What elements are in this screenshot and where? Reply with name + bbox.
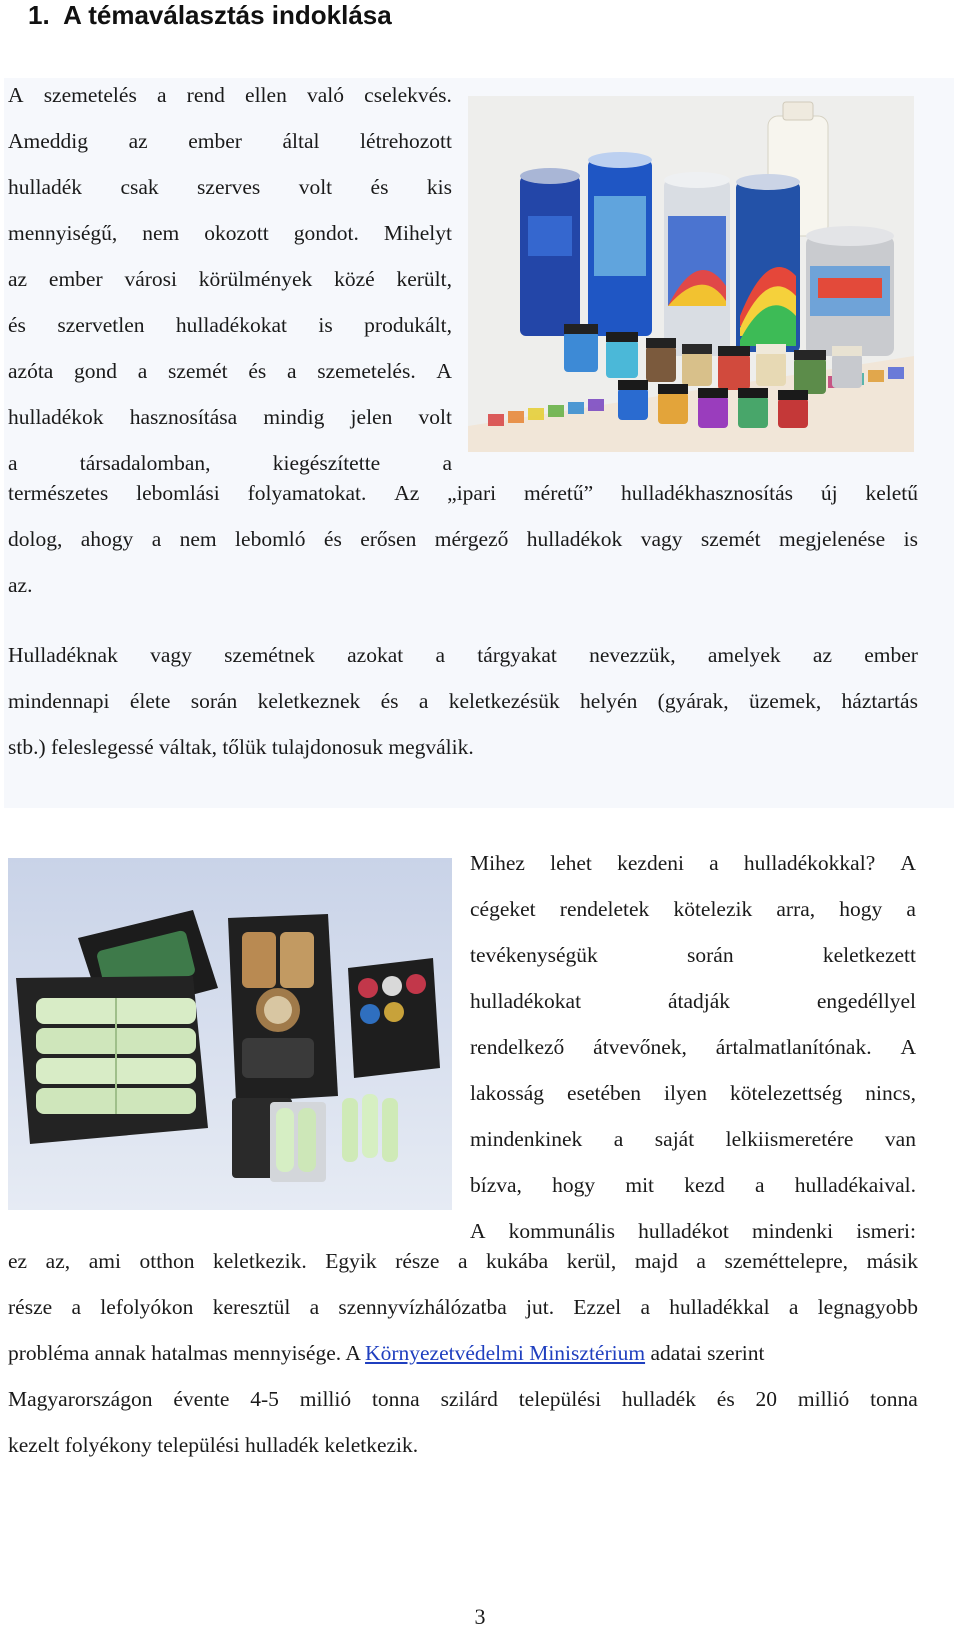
word: szemét	[167, 359, 228, 383]
text-line	[8, 164, 452, 210]
word: létrehozott	[360, 129, 452, 153]
word: ismeri:	[856, 1219, 916, 1243]
word: kommunális	[508, 1219, 615, 1243]
text-line	[8, 256, 452, 302]
section-title: A témaválasztás indoklása	[63, 0, 392, 30]
word: ilyen	[664, 1081, 708, 1105]
word: hulladék	[8, 175, 83, 199]
word: hulladék	[621, 1387, 696, 1411]
word: produkált,	[364, 313, 452, 337]
text-line	[470, 886, 916, 932]
word: gondot.	[293, 221, 359, 245]
word: Hulladéknak	[8, 643, 118, 667]
word: a	[709, 851, 719, 875]
word: A	[470, 1219, 486, 1243]
word: a	[71, 1295, 81, 1319]
word: a	[613, 1127, 624, 1151]
word: kezd	[684, 1173, 725, 1197]
word: volt	[298, 175, 333, 199]
paragraph-3-wrapped	[470, 840, 916, 1254]
section-heading	[28, 0, 392, 30]
word: keletkeznek	[257, 689, 361, 713]
word: mindennapi	[8, 689, 110, 713]
word: (gyárak,	[657, 689, 729, 713]
text-line	[8, 632, 918, 678]
word: ember	[864, 643, 918, 667]
word: Mihez	[470, 851, 525, 875]
text-line	[470, 1162, 916, 1208]
word: mindenki	[751, 1219, 834, 1243]
word: a	[755, 1173, 765, 1197]
word: A	[900, 1035, 916, 1059]
text-line	[470, 978, 916, 1024]
word: bízva,	[470, 1173, 522, 1197]
word: másik	[866, 1249, 918, 1273]
text-line	[8, 72, 452, 118]
word: élete	[129, 689, 171, 713]
word: az	[8, 267, 28, 291]
word: ez	[8, 1249, 28, 1273]
word: Magyarországon	[8, 1387, 153, 1411]
word: van	[884, 1127, 916, 1151]
word: és	[248, 359, 267, 383]
word: háztartás	[841, 689, 918, 713]
word: természetes	[8, 481, 109, 505]
word: keletkezett	[822, 943, 916, 967]
word: Az	[394, 481, 420, 505]
word: ártalmatlanítónak.	[715, 1035, 872, 1059]
word: során	[190, 689, 238, 713]
word: szervetlen	[57, 313, 145, 337]
word: nem	[142, 221, 180, 245]
word: és	[323, 527, 342, 551]
text-line: stb.) feleslegessé váltak, tőlük tulajdonosuk megválik.	[8, 735, 474, 759]
word: való	[306, 83, 345, 107]
word: lelkiismeretére	[725, 1127, 854, 1151]
word: került,	[396, 267, 452, 291]
word: nevezzük,	[589, 643, 676, 667]
word: nem	[179, 527, 217, 551]
word: által	[282, 129, 320, 153]
word: szemét	[700, 527, 761, 551]
word: ami	[88, 1249, 121, 1273]
word: keresztül	[212, 1295, 291, 1319]
word: hulladékok	[526, 527, 623, 551]
paint-cans-photo	[468, 96, 914, 452]
word: engedéllyel	[816, 989, 916, 1013]
word: otthon	[139, 1249, 195, 1273]
word: társadalomban,	[79, 451, 211, 475]
word: mit	[625, 1173, 655, 1197]
word: hogy	[552, 1173, 596, 1197]
word: Ezzel	[573, 1295, 622, 1319]
text-line	[8, 470, 918, 516]
word: gond	[74, 359, 118, 383]
word: és	[716, 1387, 735, 1411]
word: A	[8, 83, 24, 107]
paint-cans-illustration	[468, 96, 914, 452]
word: során	[687, 943, 734, 967]
paragraph-2	[8, 632, 918, 770]
word: hulladékokkal?	[743, 851, 876, 875]
word: saját	[654, 1127, 695, 1151]
word: lakosság	[470, 1081, 545, 1105]
word: rendeletek	[559, 897, 650, 921]
word: a	[457, 1249, 468, 1273]
word: hulladékhasznosítás	[621, 481, 794, 505]
word: hasznosítása	[129, 405, 238, 429]
word: okozott	[204, 221, 269, 245]
paragraph-1-wrapped	[8, 72, 452, 486]
word: ahogy	[80, 527, 134, 551]
word: a	[309, 1295, 320, 1319]
word: folyamatokat.	[247, 481, 367, 505]
word: és	[8, 313, 26, 337]
text-line	[8, 1238, 918, 1284]
word: jut.	[526, 1295, 555, 1319]
word: mindig	[263, 405, 325, 429]
text-line	[8, 516, 918, 562]
word: ember	[48, 267, 103, 291]
link-line-after: adatai szerint	[645, 1341, 765, 1365]
page-number: 3	[474, 1604, 486, 1629]
text-line	[8, 302, 452, 348]
text-line	[8, 210, 452, 256]
word: Ameddig	[8, 129, 89, 153]
word: megjelenése	[778, 527, 886, 551]
word: az	[812, 643, 833, 667]
section-number: 1.	[28, 0, 50, 30]
word: a	[640, 1295, 650, 1319]
word: közé	[334, 267, 375, 291]
word: cselekvés.	[364, 83, 452, 107]
word: kis	[426, 175, 452, 199]
word: üzemek,	[749, 689, 822, 713]
word: a	[8, 451, 18, 475]
text-line	[470, 1024, 916, 1070]
word: azóta	[8, 359, 54, 383]
word: cégeket	[470, 897, 536, 921]
word: legnagyobb	[817, 1295, 918, 1319]
text-line	[470, 840, 916, 886]
word: vagy	[640, 527, 683, 551]
word: millió	[299, 1387, 352, 1411]
word: millió	[797, 1387, 850, 1411]
word: a	[435, 643, 445, 667]
text-line: kezelt folyékony települési hulladék keletkezik.	[8, 1433, 419, 1457]
word: városi	[124, 267, 177, 291]
word: tárgyakat	[477, 643, 557, 667]
word: a	[156, 83, 167, 107]
text-line-with-link	[8, 1330, 918, 1376]
batteries-illustration	[8, 858, 452, 1210]
word: „ipari	[447, 481, 497, 505]
word: hogy	[839, 897, 883, 921]
paragraph-1-full	[8, 470, 918, 608]
word: szemetelés	[43, 83, 137, 107]
word: és	[380, 689, 399, 713]
word: kötelezik	[673, 897, 753, 921]
word: az,	[45, 1249, 71, 1273]
word: tevékenységük	[470, 943, 598, 967]
word: az	[128, 129, 148, 153]
word: átadják	[667, 989, 731, 1013]
word: keletkezik.	[213, 1249, 307, 1273]
word: keletű	[865, 481, 918, 505]
word: keletkezésük	[448, 689, 560, 713]
word: évente	[173, 1387, 230, 1411]
word: ember	[188, 129, 242, 153]
word: a	[286, 359, 297, 383]
text-line	[8, 348, 452, 394]
word: helyén	[580, 689, 638, 713]
word: hulladékokat	[470, 989, 582, 1013]
link-line-before: probléma annak hatalmas mennyisége. A	[8, 1341, 366, 1365]
word: nincs,	[865, 1081, 916, 1105]
word: rendelkező	[470, 1035, 565, 1059]
word: azokat	[347, 643, 404, 667]
paragraph-3-full	[8, 1238, 918, 1468]
word: lefolyókon	[100, 1295, 194, 1319]
text-line	[8, 394, 452, 440]
word: kezdeni	[617, 851, 684, 875]
word: csak	[120, 175, 159, 199]
text-line	[8, 1376, 918, 1422]
word: lebomlási	[136, 481, 220, 505]
text-line	[8, 1284, 918, 1330]
batteries-photo	[8, 858, 452, 1210]
word: kiegészítette	[272, 451, 381, 475]
word: része	[395, 1249, 440, 1273]
word: erősen	[360, 527, 417, 551]
word: arra,	[776, 897, 816, 921]
word: is	[903, 527, 918, 551]
word: kötelezettség	[730, 1081, 843, 1105]
word: szerves	[197, 175, 261, 199]
word: 4-5	[250, 1387, 279, 1411]
word: ellen	[245, 83, 287, 107]
word: a	[442, 451, 452, 475]
word: Mihelyt	[383, 221, 452, 245]
word: A	[900, 851, 916, 875]
word: is	[318, 313, 333, 337]
text-line	[470, 1070, 916, 1116]
word: a	[788, 1295, 799, 1319]
word: amelyek	[707, 643, 781, 667]
word: és	[370, 175, 389, 199]
word: a	[151, 527, 162, 551]
word: esetében	[567, 1081, 642, 1105]
word: méretű”	[523, 481, 594, 505]
word: a	[696, 1249, 706, 1273]
word: hulladékot	[638, 1219, 729, 1243]
text-line	[470, 932, 916, 978]
word: lebomló	[235, 527, 306, 551]
word: kerül,	[566, 1249, 617, 1273]
word: 20	[755, 1387, 778, 1411]
word: szennyvízhálózatba	[338, 1295, 507, 1319]
word: szemétnek	[224, 643, 315, 667]
word: Egyik	[325, 1249, 377, 1273]
word: vagy	[150, 643, 192, 667]
word: tonna	[371, 1387, 420, 1411]
text-line	[8, 678, 918, 724]
word: körülmények	[198, 267, 313, 291]
word: hulladékok	[8, 405, 104, 429]
word: szemetelés.	[317, 359, 416, 383]
word: települési	[518, 1387, 602, 1411]
word: a	[418, 689, 429, 713]
word: hulladékaival.	[794, 1173, 916, 1197]
word: a	[137, 359, 148, 383]
word: A	[436, 359, 452, 383]
word: dolog,	[8, 527, 63, 551]
word: kukába	[486, 1249, 549, 1273]
text-line	[470, 1116, 916, 1162]
word: szilárd	[440, 1387, 498, 1411]
word: mérgező	[434, 527, 509, 551]
word: új	[820, 481, 838, 505]
word: hulladékokat	[175, 313, 287, 337]
word: szeméttelepre,	[724, 1249, 849, 1273]
word: lehet	[550, 851, 592, 875]
word: része	[8, 1295, 53, 1319]
word: átvevőnek,	[593, 1035, 687, 1059]
word: a	[906, 897, 916, 921]
text-line	[8, 118, 452, 164]
word: jelen	[350, 405, 393, 429]
word: mindenkinek	[470, 1127, 583, 1151]
word: hulladékkal	[669, 1295, 770, 1319]
text-line: az.	[8, 573, 33, 597]
ministry-link[interactable]: Környezetvédelmi Minisztérium	[365, 1341, 646, 1365]
word: majd	[634, 1249, 678, 1273]
word: rend	[186, 83, 225, 107]
word: mennyiségű,	[8, 221, 118, 245]
word: volt	[418, 405, 452, 429]
word: tonna	[870, 1387, 918, 1411]
